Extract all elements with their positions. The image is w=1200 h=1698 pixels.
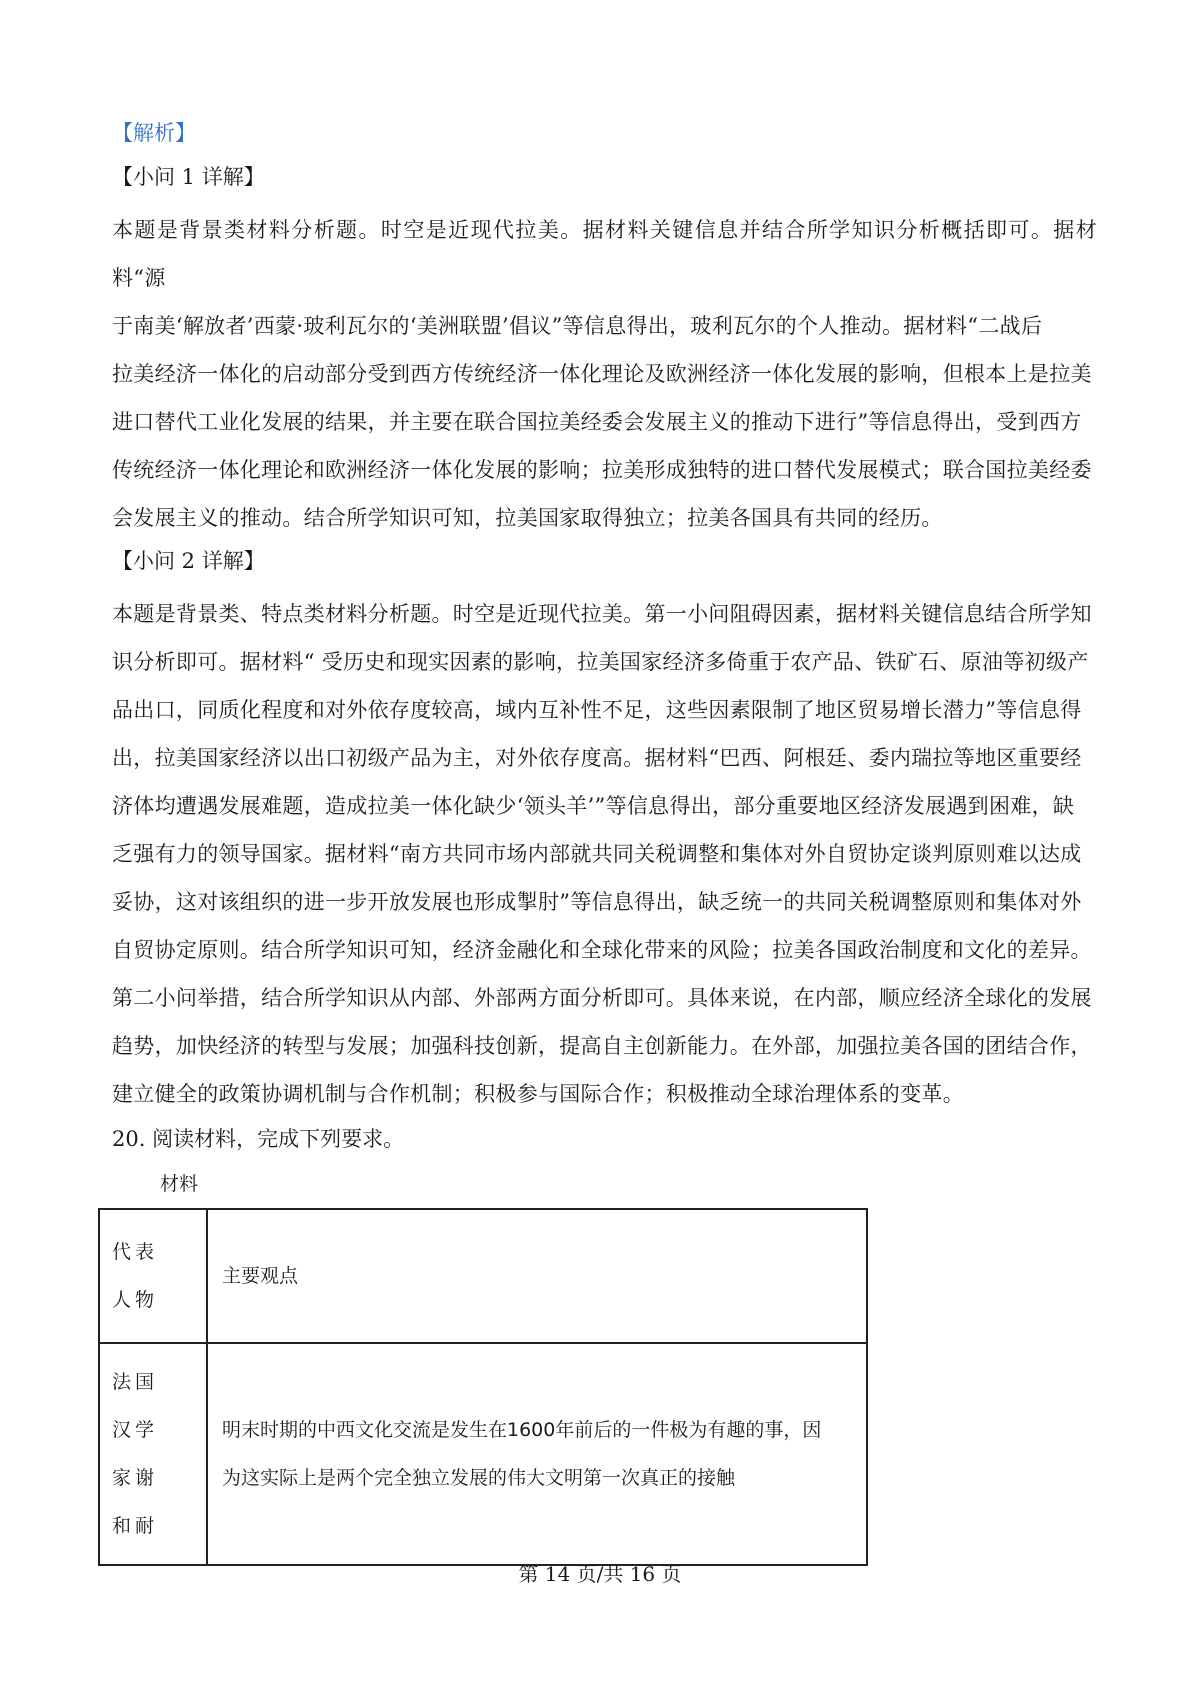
paragraph-line: 妥协，这对该组织的进一步开放发展也形成掣肘”等信息得出，缺乏统一的共同关税调整原则和集体对外 xyxy=(112,890,1082,914)
paragraph-line: 拉美经济一体化的启动部分受到西方传统经济一体化理论及欧洲经济一体化发展的影响，但根本上是拉美 xyxy=(112,362,1092,386)
person-line: 和耐 xyxy=(112,1515,159,1537)
person-cell xyxy=(99,1343,207,1565)
header-person-line: 代表 xyxy=(112,1241,159,1263)
paragraph-line: 自贸协定原则。结合所学知识可知，经济金融化和全球化带来的风险；拉美各国政治制度和文化的差异。 xyxy=(112,938,1092,962)
sub-question-1-heading: 【小问 1 详解】 xyxy=(112,165,265,189)
paragraph-line: 品出口，同质化程度和对外依存度较高，域内互补性不足，这些因素限制了地区贸易增长潜力”等信息得 xyxy=(112,698,1082,722)
material-table xyxy=(98,1208,868,1566)
table-header-row xyxy=(99,1209,867,1343)
view-line: 明末时期的中西文化交流是发生在1600年前后的一件极为有趣的事，因 xyxy=(222,1419,822,1441)
paragraph-line: 出，拉美国家经济以出口初级产品为主，对外依存度高。据材料“巴西、阿根廷、委内瑞拉等地区重要经 xyxy=(112,746,1082,770)
header-view-cell: 主要观点 xyxy=(207,1209,867,1343)
paragraph-line: 济体均遭遇发展难题，造成拉美一体化缺少‘领头羊’”等信息得出，部分重要地区经济发展遇到困难，缺 xyxy=(112,794,1075,818)
analysis-label: 【解析】 xyxy=(112,121,196,145)
sub-question-2-heading: 【小问 2 详解】 xyxy=(112,549,265,573)
paragraph-line: 识分析即可。据材料“ 受历史和现实因素的影响，拉美国家经济多倚重于农产品、铁矿石、原油等初级产 xyxy=(112,650,1089,674)
paragraph-line: 于南美‘解放者’西蒙·玻利瓦尔的‘美洲联盟’倡议”等信息得出，玻利瓦尔的个人推动。据材料“二战后 xyxy=(112,314,1043,338)
person-line: 汉学 xyxy=(112,1419,159,1441)
paragraph-line: 进口替代工业化发展的结果，并主要在联合国拉美经委会发展主义的推动下进行”等信息得出，受到西方 xyxy=(112,410,1082,434)
question-20-prompt: 20. 阅读材料，完成下列要求。 xyxy=(112,1127,405,1151)
paragraph-line: 本题是背景类材料分析题。时空是近现代拉美。据材料关键信息并结合所学知识分析概括即可。据材料“源 xyxy=(112,218,1097,290)
person-line: 家谢 xyxy=(112,1467,159,1489)
header-person-line: 人物 xyxy=(112,1289,159,1311)
sub-question-1-body xyxy=(112,206,1097,542)
paragraph-line: 会发展主义的推动。结合所学知识可知，拉美国家取得独立；拉美各国具有共同的经历。 xyxy=(112,506,943,530)
view-line: 为这实际上是两个完全独立发展的伟大文明第一次真正的接触 xyxy=(222,1467,736,1489)
page-footer: 第 14 页/共 16 页 xyxy=(518,1562,682,1586)
sub-question-2-body xyxy=(112,590,1097,1118)
material-title: 材料 xyxy=(160,1173,199,1195)
paragraph-line: 趋势，加快经济的转型与发展；加强科技创新，提高自主创新能力。在外部，加强拉美各国的团结合作， xyxy=(112,1034,1092,1058)
person-line: 法国 xyxy=(112,1371,159,1393)
paragraph-line: 第二小问举措，结合所学知识从内部、外部两方面分析即可。具体来说，在内部，顺应经济全球化的发展 xyxy=(112,986,1092,1010)
paragraph-line: 乏强有力的领导国家。据材料“南方共同市场内部就共同关税调整和集体对外自贸协定谈判原则难以达成 xyxy=(112,842,1082,866)
table-row xyxy=(99,1343,867,1565)
view-cell xyxy=(207,1343,867,1565)
header-person-cell xyxy=(99,1209,207,1343)
document-page xyxy=(112,118,1097,1566)
paragraph-line: 传统经济一体化理论和欧洲经济一体化发展的影响；拉美形成独特的进口替代发展模式；联合国拉美经委 xyxy=(112,458,1092,482)
paragraph-line: 建立健全的政策协调机制与合作机制；积极参与国际合作；积极推动全球治理体系的变革。 xyxy=(112,1082,964,1106)
paragraph-line: 本题是背景类、特点类材料分析题。时空是近现代拉美。第一小问阻碍因素，据材料关键信息结合所学知 xyxy=(112,602,1092,626)
